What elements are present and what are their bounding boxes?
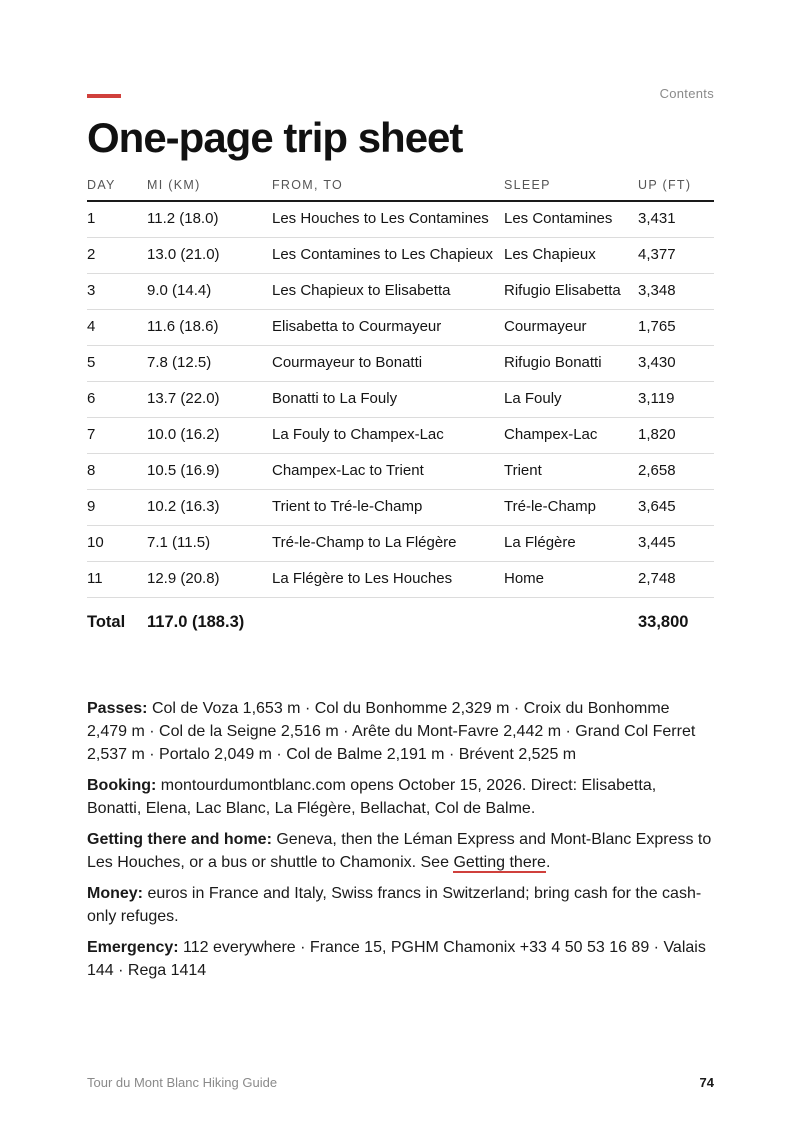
cell-route: Tré-le-Champ to La Flégère xyxy=(272,526,504,562)
note-getting-there xyxy=(87,828,714,874)
note-label: Passes: xyxy=(87,700,148,717)
cell-route: Les Houches to Les Contamines xyxy=(272,201,504,238)
total-ascent: 33,800 xyxy=(638,613,689,631)
cell-day: 11 xyxy=(87,562,147,598)
cell-ascent: 3,645 xyxy=(638,490,714,526)
table-row xyxy=(87,382,714,418)
cell-day: 9 xyxy=(87,490,147,526)
cell-distance: 12.9 (20.8) xyxy=(147,562,272,598)
page-title: One-page trip sheet xyxy=(87,114,463,161)
cell-sleep: Trient xyxy=(504,454,638,490)
cell-sleep: Rifugio Bonatti xyxy=(504,346,638,382)
table-header-row xyxy=(87,175,714,201)
cell-route: Bonatti to La Fouly xyxy=(272,382,504,418)
trip-table xyxy=(87,175,714,641)
cell-sleep: Home xyxy=(504,562,638,598)
cell-distance: 7.8 (12.5) xyxy=(147,346,272,382)
column-header-ascent: UP (FT) xyxy=(638,175,714,201)
cell-ascent: 3,430 xyxy=(638,346,714,382)
section-label: Contents xyxy=(659,86,714,101)
table-row xyxy=(87,274,714,310)
cell-distance: 13.7 (22.0) xyxy=(147,382,272,418)
note-emergency xyxy=(87,936,714,982)
cell-day: 2 xyxy=(87,238,147,274)
cell-distance: 9.0 (14.4) xyxy=(147,274,272,310)
table-row xyxy=(87,454,714,490)
cell-ascent: 3,445 xyxy=(638,526,714,562)
cell-ascent: 1,820 xyxy=(638,418,714,454)
note-text: euros in France and Italy, Swiss francs in Switzerland; bring cash for the cash-only refuges. xyxy=(87,885,702,925)
note-text: Col de Voza 1,653 m · Col du Bonhomme 2,329 m · Croix du Bonhomme 2,479 m · Col de la Seigne 2,516 m · Arête du Mont-Favre 2,442 m · Grand Col Ferret 2,537 m · Portalo 2,049 m · Col de Balme 2,191 m · Brévent 2,525 m xyxy=(87,700,696,763)
cell-route: Courmayeur to Bonatti xyxy=(272,346,504,382)
cell-sleep: Les Chapieux xyxy=(504,238,638,274)
note-end: . xyxy=(545,854,551,871)
table-row xyxy=(87,201,714,238)
footer-book-title: Tour du Mont Blanc Hiking Guide xyxy=(87,1075,278,1090)
column-header-route: FROM, TO xyxy=(272,175,504,201)
total-route-empty xyxy=(272,598,504,642)
note-booking xyxy=(87,774,714,820)
cell-route: Les Chapieux to Elisabetta xyxy=(272,274,504,310)
table-row xyxy=(87,310,714,346)
cell-route: La Flégère to Les Houches xyxy=(272,562,504,598)
cell-day: 1 xyxy=(87,201,147,238)
getting-there-link[interactable]: Getting there xyxy=(453,854,546,871)
cell-distance: 10.0 (16.2) xyxy=(147,418,272,454)
note-label: Getting there and home: xyxy=(87,831,272,848)
cell-day: 3 xyxy=(87,274,147,310)
cell-ascent: 2,748 xyxy=(638,562,714,598)
total-sleep-empty xyxy=(504,598,638,642)
cell-ascent: 2,658 xyxy=(638,454,714,490)
table-row xyxy=(87,346,714,382)
notes-section xyxy=(87,697,714,990)
cell-distance: 10.2 (16.3) xyxy=(147,490,272,526)
note-label: Booking: xyxy=(87,777,157,794)
cell-sleep: Tré-le-Champ xyxy=(504,490,638,526)
cell-day: 6 xyxy=(87,382,147,418)
column-header-sleep: SLEEP xyxy=(504,175,638,201)
cell-sleep: Les Contamines xyxy=(504,201,638,238)
cell-day: 5 xyxy=(87,346,147,382)
note-text: Geneva, then the Léman Express and Mont-Blanc Express to Les Houches, or a bus or shuttle to Chamonix. See xyxy=(87,831,712,871)
page-number: 74 xyxy=(699,1075,714,1090)
total-row xyxy=(87,598,714,642)
cell-distance: 10.5 (16.9) xyxy=(147,454,272,490)
total-label: Total xyxy=(87,613,126,631)
cell-ascent: 3,119 xyxy=(638,382,714,418)
cell-sleep: Champex-Lac xyxy=(504,418,638,454)
note-passes xyxy=(87,697,714,766)
cell-ascent: 3,348 xyxy=(638,274,714,310)
cell-sleep: Rifugio Elisabetta xyxy=(504,274,638,310)
note-label: Emergency: xyxy=(87,939,179,956)
note-label: Money: xyxy=(87,885,143,902)
note-text: 112 everywhere · France 15, PGHM Chamonix +33 4 50 53 16 89 · Valais 144 · Rega 1414 xyxy=(87,939,706,979)
cell-distance: 11.2 (18.0) xyxy=(147,201,272,238)
cell-sleep: La Flégère xyxy=(504,526,638,562)
cell-day: 4 xyxy=(87,310,147,346)
table-row xyxy=(87,490,714,526)
table-row xyxy=(87,562,714,598)
cell-route: Les Contamines to Les Chapieux xyxy=(272,238,504,274)
cell-ascent: 3,431 xyxy=(638,201,714,238)
cell-route: Elisabetta to Courmayeur xyxy=(272,310,504,346)
page xyxy=(87,0,714,1133)
total-distance: 117.0 (188.3) xyxy=(147,613,245,631)
cell-distance: 7.1 (11.5) xyxy=(147,526,272,562)
cell-route: La Fouly to Champex-Lac xyxy=(272,418,504,454)
table-row xyxy=(87,418,714,454)
cell-ascent: 4,377 xyxy=(638,238,714,274)
cell-route: Trient to Tré-le-Champ xyxy=(272,490,504,526)
note-money xyxy=(87,882,714,928)
column-header-distance: MI (KM) xyxy=(147,175,272,201)
cell-sleep: La Fouly xyxy=(504,382,638,418)
cell-day: 10 xyxy=(87,526,147,562)
note-text: montourdumontblanc.com opens October 15, 2026. Direct: Elisabetta, Bonatti, Elena, Lac Blanc, La Flégère, Bellachat, Col de Balme. xyxy=(87,777,657,817)
cell-ascent: 1,765 xyxy=(638,310,714,346)
accent-bar xyxy=(87,94,121,98)
cell-route: Champex-Lac to Trient xyxy=(272,454,504,490)
column-header-day: DAY xyxy=(87,175,147,201)
cell-sleep: Courmayeur xyxy=(504,310,638,346)
table-row xyxy=(87,526,714,562)
cell-day: 7 xyxy=(87,418,147,454)
cell-distance: 13.0 (21.0) xyxy=(147,238,272,274)
cell-day: 8 xyxy=(87,454,147,490)
table-row xyxy=(87,238,714,274)
cell-distance: 11.6 (18.6) xyxy=(147,310,272,346)
